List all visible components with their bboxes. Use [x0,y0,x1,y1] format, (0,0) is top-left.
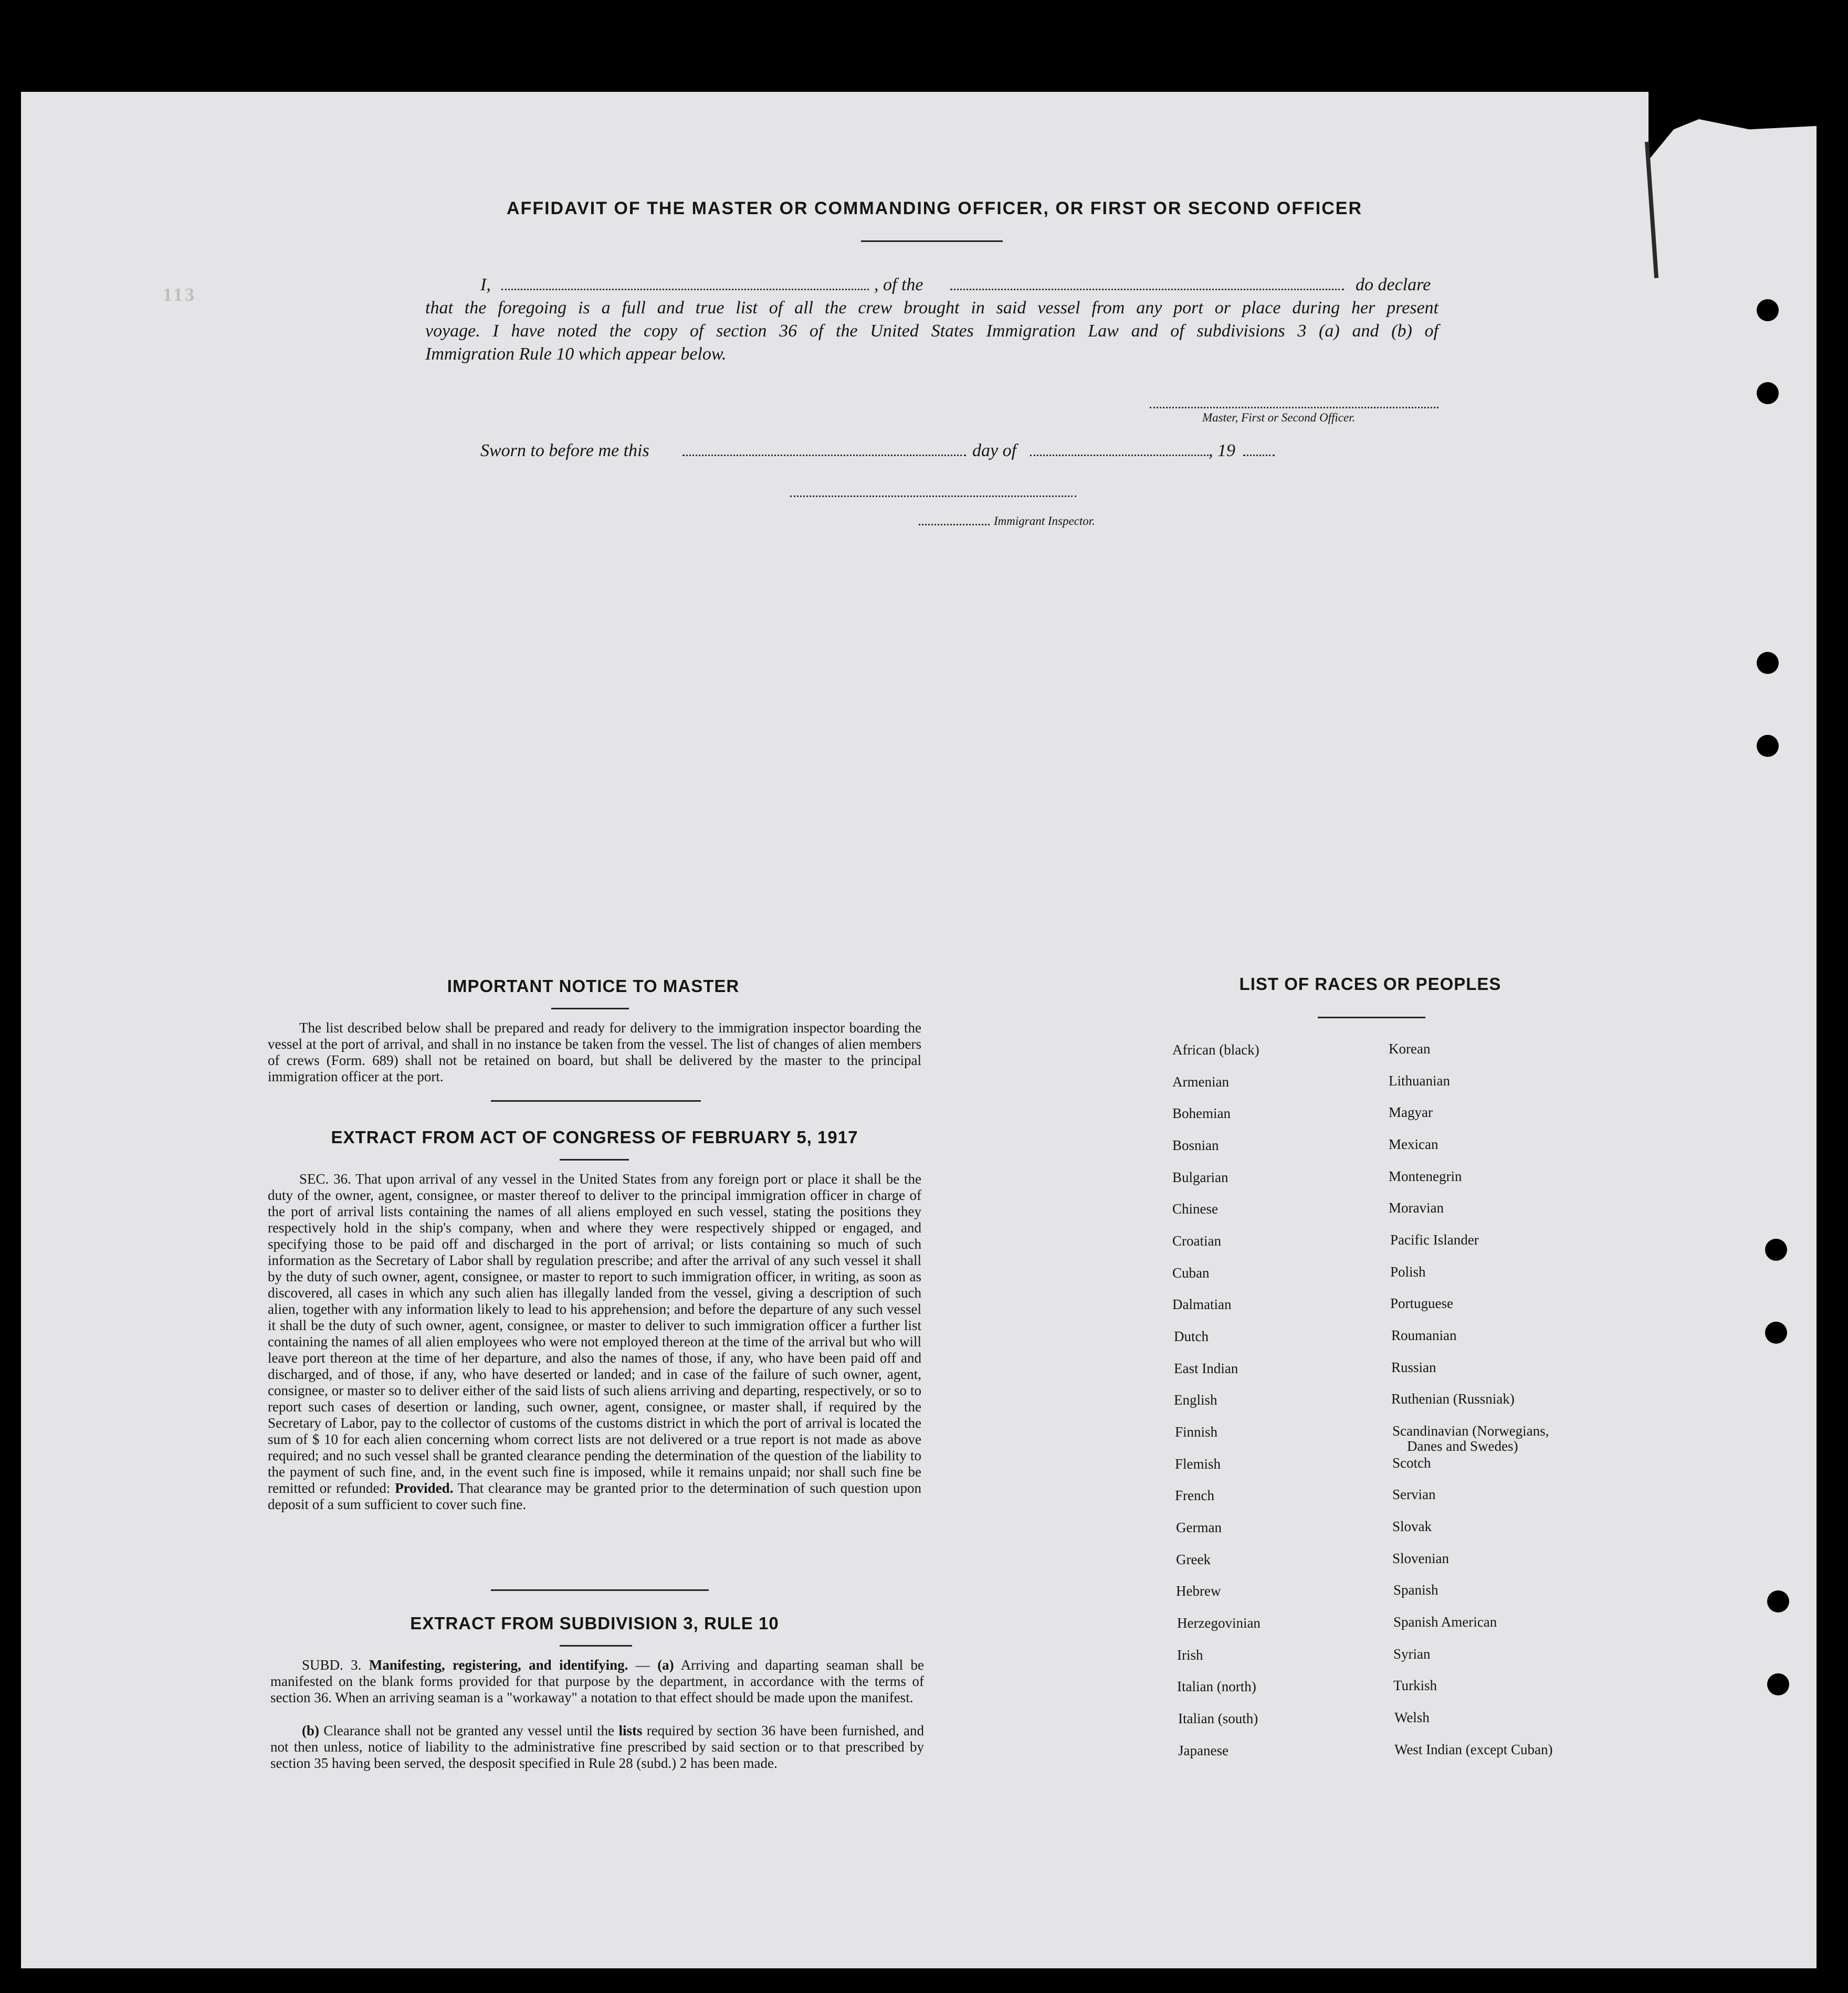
affidavit-i: I, [480,275,491,294]
extract-act-title: EXTRACT FROM ACT OF CONGRESS OF FEBRUARY 5, 1917 [331,1127,858,1147]
inspector-prefix-blank[interactable] [919,524,990,525]
sworn-month-blank[interactable] [1030,455,1209,456]
affidavit-of-the: , of the [874,275,923,294]
race-left: East Indian [1174,1361,1238,1376]
inspector-label: Immigrant Inspector. [994,514,1095,528]
sec36-text: SEC. 36. That upon arrival of any vessel in the United States from any foreign port or place it shall be the duty of the owner, agent, consignee, or master thereof to deliver to the principal immigration officer in charge of the port of arrival lists containing the names of all aliens employed en such vessel, stating the positions they respectively hold in the ship's company, when and where they were respectively shipped or engaged, and specifying those to be paid off and discharged in the port of arrival; or lists containing so much of such information as the Secretary of Labor shall by regulation prescribe; and after the arrival of any such vessel it shall by the duty of such owner, agent, consignee, or master to report to such immigration officer, in writing, as soon as discovered, all cases in which any such alien has illegally landed from the vessel, giving a description of such alien, together with any information likely to lead to his apprehension; and before the departure of any such vessel it shall be the duty of such owner, agent, consignee, or master to deliver to such immigration officer a further list containing the names of all alien employees who were not employed thereon at the time of the arrival but who will leave port thereon at the time of her departure, and also the names of those, if any, who have been paid off and discharged, and of those, if any, who have deserted or landed; and in case of the failure of such owner, agent, consignee, or master so to deliver either of the said lists of such aliens arriving and departing, respectively, or so to report such cases of desertion or landing, such owner, agent, consignee, or master shall, if required by the Secretary of Labor, pay to the collector of customs of the customs district in which the port of arrival is located the sum of $ 10 for each alien concerning whom correct lists are not delivered or a true report is not made as above required; and no such vessel shall be granted clearance pending the determination of the question of the liability to the payment of such fine, and, in the event such fine is imposed, while it remains unpaid; nor shall such fine be remitted or refunded: [268,1171,921,1496]
race-left: Hebrew [1176,1583,1221,1599]
race-right: Scotch [1392,1455,1431,1471]
punch-hole [1757,382,1779,404]
race-right: Korean [1389,1041,1431,1057]
race-left: Croatian [1172,1233,1221,1249]
race-right: Pacific Islander [1390,1232,1479,1248]
punch-hole [1757,299,1779,321]
race-left: Bulgarian [1172,1169,1228,1185]
race-left: African (black) [1172,1042,1259,1058]
race-left: Greek [1176,1552,1211,1567]
section-divider [491,1589,709,1591]
extract-rule-rule [560,1645,632,1647]
race-right: Polish [1390,1264,1426,1280]
faint-stamp: 113 [163,284,197,305]
race-left: Chinese [1172,1201,1218,1217]
race-right: Spanish [1393,1582,1438,1598]
race-right: Slovenian [1392,1551,1449,1566]
extract-rule-title: EXTRACT FROM SUBDIVISION 3, RULE 10 [410,1614,779,1633]
race-left: Flemish [1175,1456,1221,1472]
race-right: Welsh [1394,1710,1430,1725]
race-left: Dutch [1174,1328,1209,1344]
race-left: Japanese [1178,1743,1228,1758]
punch-hole [1765,1322,1787,1344]
vessel-blank[interactable] [950,289,1344,290]
race-right: Servian [1392,1486,1436,1502]
race-right: Ruthenian (Russniak) [1391,1391,1515,1407]
lists-word: lists [618,1723,643,1738]
sec36-end: That clearance may be granted prior to the determination of such question upon deposit of a sum sufficient to cover such fine. [268,1480,922,1512]
affidavit-line-2: that the foregoing is a full and true list of all the crew brought in said vessel from any port or place during her present [425,298,1438,318]
race-right: Syrian [1393,1646,1431,1662]
race-left: Finnish [1175,1424,1218,1440]
race-right: Portuguese [1390,1295,1453,1311]
race-right: Slovak [1392,1519,1432,1534]
notice-title: IMPORTANT NOTICE TO MASTER [447,976,740,996]
extract-act-rule [560,1159,629,1161]
race-right: Roumanian [1391,1327,1457,1343]
race-left: Herzegovinian [1177,1615,1261,1631]
section-divider [491,1100,701,1102]
affidavit-do-declare: do declare [1356,275,1431,294]
extract-act-text [268,1171,921,1513]
race-right: West Indian (except Cuban) [1394,1742,1553,1757]
name-blank[interactable] [501,289,869,290]
inspector-signature-blank[interactable] [790,495,1076,497]
race-right: Turkish [1393,1678,1437,1693]
subd-label: SUBD. 3. [302,1657,362,1673]
race-left: Bosnian [1172,1137,1219,1153]
notice-rule [551,1008,629,1009]
race-right: Scandinavian (Norwegians, [1392,1423,1549,1439]
race-left: Irish [1177,1647,1203,1663]
race-right: Montenegrin [1389,1168,1462,1184]
master-signature-label: Master, First or Second Officer. [1202,411,1356,424]
race-right: Magyar [1389,1104,1433,1120]
races-title: LIST OF RACES OR PEOPLES [1239,974,1502,994]
race-left: English [1174,1392,1217,1408]
dash: — [628,1657,658,1673]
race-left: Cuban [1172,1265,1210,1281]
race-right-continued: Danes and Swedes) [1407,1438,1518,1454]
race-right: Spanish American [1393,1614,1497,1630]
clause-a-label: (a) [657,1657,674,1673]
race-left: Armenian [1172,1074,1229,1090]
affidavit-line-4: Immigration Rule 10 which appear below. [425,344,727,364]
race-right: Mexican [1389,1136,1438,1152]
punch-hole [1757,735,1779,757]
master-signature-blank[interactable] [1150,407,1438,408]
clause-a-text: Arriving and daparting seaman shall be manifested on the blank forms provided for that purpose by the department, in accordance with the terms of section 36. When an arriving seaman is a "workaway" a notation to that effect should be made upon the manifest. [270,1657,925,1705]
clause-b-text-2: required by section 36 have been furnished, and not then unless, notice of liability to the administrative fine prescribed by said section or to that prescribed by section 35 having been served, the desposit specified in Rule 28 (subd.) 2 has been made. [270,1723,925,1771]
race-left: Bohemian [1172,1105,1231,1121]
race-left: German [1176,1520,1222,1535]
race-left: French [1175,1488,1214,1503]
subd-heading: Manifesting, registering, and identifying. [369,1657,628,1673]
day-of-label: day of [972,441,1017,460]
subd3-a [270,1657,924,1706]
title-rule [861,240,1003,242]
provided-word: Provided. [395,1480,454,1496]
race-right: Lithuanian [1389,1073,1450,1089]
subd3-b [270,1723,924,1771]
sworn-year-blank[interactable] [1243,455,1275,456]
clause-b-text-1: Clearance shall not be granted any vessel until the [323,1723,615,1738]
punch-hole [1767,1673,1789,1695]
affidavit-line-3: voyage. I have noted the copy of section 36 of the United States Immigration Law and of subdivisions 3 (a) and (b) of [425,321,1438,341]
notice-text: The list described below shall be prepared and ready for delivery to the immigration inspector boarding the vessel at the port of arrival, and shall in no instance be taken from the vessel. The list of changes of alien members of crews (Form. 689) shall not be retained on board, but shall be delivered by the master to the principal immigration officer at the port. [268,1020,921,1084]
race-left: Italian (north) [1177,1679,1256,1694]
clause-b-label: (b) [302,1723,319,1738]
sworn-day-blank[interactable] [682,455,966,456]
race-right: Moravian [1389,1200,1444,1216]
race-left: Dalmatian [1172,1296,1232,1312]
affidavit-title: AFFIDAVIT OF THE MASTER OR COMMANDING OFFICER, OR FIRST OR SECOND OFFICER [507,198,1362,218]
punch-hole [1765,1239,1787,1261]
sworn-label: Sworn to before me this [480,441,649,460]
races-rule [1318,1017,1425,1018]
race-left: Italian (south) [1178,1711,1258,1726]
punch-hole [1757,652,1779,674]
punch-hole [1767,1590,1789,1612]
year-label: , 19 [1209,441,1235,460]
race-right: Russian [1391,1359,1436,1375]
